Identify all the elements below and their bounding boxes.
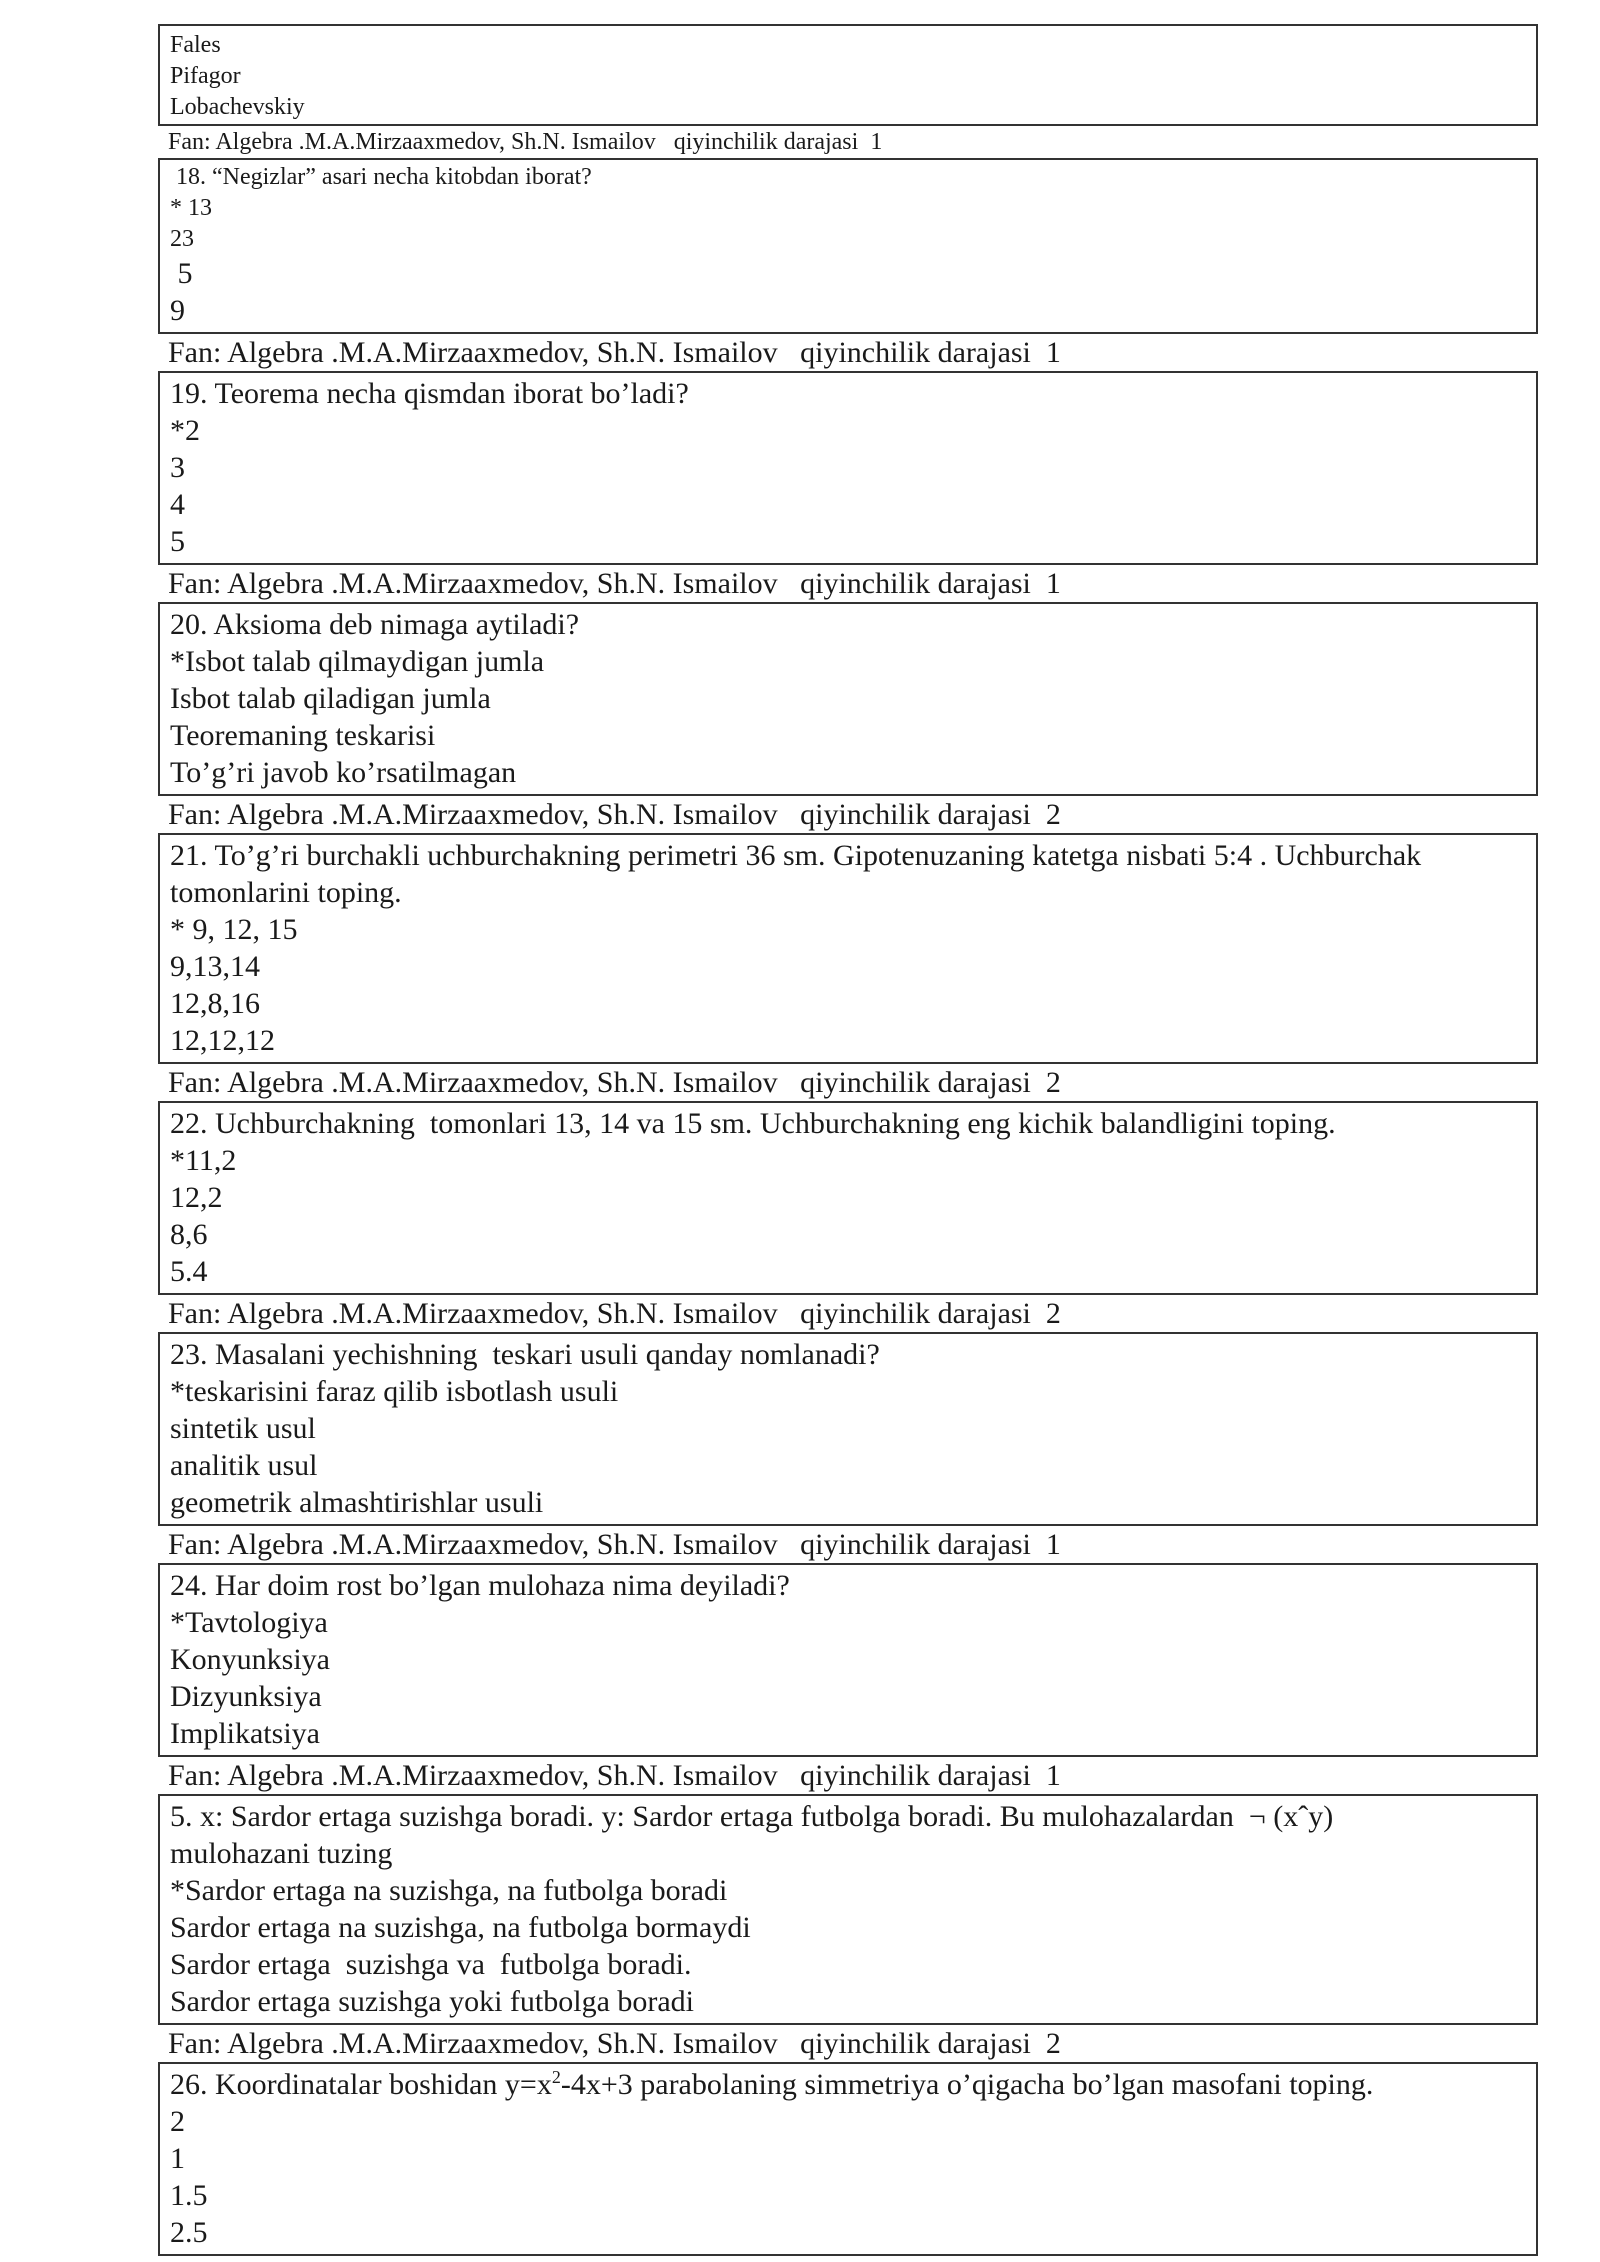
option: *Sardor ertaga na suzishga, na futbolga boradi [170, 1874, 728, 1907]
question-block-26 [158, 2062, 1538, 2256]
subject-line: Fan: Algebra .M.A.Mirzaaxmedov, Sh.N. Ismailov qiyinchilik darajasi 2 [168, 1066, 1061, 1099]
question-text [170, 2066, 1526, 2103]
option: 9,13,14 [170, 950, 260, 983]
option: 2.5 [170, 2216, 208, 2249]
option: *Isbot talab qilmaydigan jumla [170, 645, 545, 678]
question-block-21 [158, 833, 1538, 1101]
subject-line: Fan: Algebra .M.A.Mirzaaxmedov, Sh.N. Ismailov qiyinchilik darajasi 1 [168, 1759, 1061, 1792]
option: Sardor ertaga suzishga yoki futbolga boradi [170, 1985, 695, 2018]
option: Fales [170, 32, 221, 58]
option: *teskarisini faraz qilib isbotlash usuli [170, 1375, 619, 1408]
subject-line: Fan: Algebra .M.A.Mirzaaxmedov, Sh.N. Ismailov qiyinchilik darajasi 2 [168, 1297, 1061, 1330]
option: * 13 [170, 195, 212, 221]
subject-line: Fan: Algebra .M.A.Mirzaaxmedov, Sh.N. Ismailov qiyinchilik darajasi 1 [168, 336, 1061, 369]
question-box [158, 24, 1538, 126]
question-block-25 [158, 1794, 1538, 2062]
option: Konyunksiya [170, 1643, 330, 1676]
question-prefix: 26. Koordinatalar boshidan y=x [170, 2068, 552, 2101]
question-block-20 [158, 602, 1538, 833]
question-suffix: -4x+3 parabolaning simmetriya o’qigacha bo’lgan masofani toping. [560, 2068, 1374, 2101]
option: 1.5 [170, 2179, 208, 2212]
option: 5 [170, 525, 185, 558]
question-block-18 [158, 158, 1538, 371]
option: Dizyunksiya [170, 1680, 322, 1713]
question-block-0 [158, 24, 1538, 158]
subject-line: Fan: Algebra .M.A.Mirzaaxmedov, Sh.N. Ismailov qiyinchilik darajasi 1 [168, 1528, 1061, 1561]
question-text: 21. To’g’ri burchakli uchburchakning perimetri 36 sm. Gipotenuzaning katetga nisbati 5:4 . Uchburchak [170, 839, 1422, 872]
option: To’g’ri javob ko’rsatilmagan [170, 756, 517, 789]
question-box [158, 1794, 1538, 2025]
question-text: 19. Teorema necha qismdan iborat bo’ladi? [170, 377, 689, 410]
question-box [158, 158, 1538, 334]
option: Pifagor [170, 63, 241, 89]
question-block-22 [158, 1101, 1538, 1332]
option: 9 [170, 294, 185, 327]
option: 23 [170, 226, 194, 252]
question-text: 5. x: Sardor ertaga suzishga boradi. y: Sardor ertaga futbolga boradi. Bu mulohazalardan ¬ (xˆy) [170, 1800, 1334, 1833]
question-text: 20. Aksioma deb nimaga aytiladi? [170, 608, 580, 641]
question-block-23 [158, 1332, 1538, 1563]
option: geometrik almashtirishlar usuli [170, 1486, 544, 1519]
subject-line: Fan: Algebra .M.A.Mirzaaxmedov, Sh.N. Ismailov qiyinchilik darajasi 1 [168, 129, 883, 155]
question-text: 24. Har doim rost bo’lgan mulohaza nima deyiladi? [170, 1569, 790, 1602]
question-box [158, 833, 1538, 1064]
question-box [158, 2062, 1538, 2256]
option: Sardor ertaga suzishga va futbolga boradi. [170, 1948, 692, 1981]
option: * 9, 12, 15 [170, 913, 298, 946]
question-box [158, 1332, 1538, 1526]
option: *Tavtologiya [170, 1606, 328, 1639]
option: Lobachevskiy [170, 94, 305, 120]
question-box [158, 1101, 1538, 1295]
option: analitik usul [170, 1449, 318, 1482]
question-block-19 [158, 371, 1538, 602]
subject-line: Fan: Algebra .M.A.Mirzaaxmedov, Sh.N. Ismailov qiyinchilik darajasi 2 [168, 798, 1061, 831]
question-block-24 [158, 1563, 1538, 1794]
option: 12,2 [170, 1181, 223, 1214]
option: *2 [170, 414, 200, 447]
question-box [158, 371, 1538, 565]
test-page [158, 24, 1538, 2256]
option: sintetik usul [170, 1412, 316, 1445]
option: 4 [170, 488, 185, 521]
option: Teoremaning teskarisi [170, 719, 436, 752]
option: Sardor ertaga na suzishga, na futbolga bormaydi [170, 1911, 751, 1944]
option: Implikatsiya [170, 1717, 320, 1750]
option: 12,8,16 [170, 987, 260, 1020]
question-text: 23. Masalani yechishning teskari usuli qanday nomlanadi? [170, 1338, 880, 1371]
question-box [158, 602, 1538, 796]
question-text: 18. “Negizlar” asari necha kitobdan iborat? [170, 164, 592, 190]
subject-line: Fan: Algebra .M.A.Mirzaaxmedov, Sh.N. Ismailov qiyinchilik darajasi 1 [168, 567, 1061, 600]
question-text: tomonlarini toping. [170, 876, 402, 909]
option: *11,2 [170, 1144, 237, 1177]
question-box [158, 1563, 1538, 1757]
exponent: 2 [551, 2067, 561, 2087]
option: 5.4 [170, 1255, 208, 1288]
subject-line: Fan: Algebra .M.A.Mirzaaxmedov, Sh.N. Ismailov qiyinchilik darajasi 2 [168, 2027, 1061, 2060]
option: 8,6 [170, 1218, 208, 1251]
question-text: mulohazani tuzing [170, 1837, 393, 1870]
option: 12,12,12 [170, 1024, 275, 1057]
option: 5 [170, 257, 193, 290]
question-text: 22. Uchburchakning tomonlari 13, 14 va 15 sm. Uchburchakning eng kichik balandligini toping. [170, 1107, 1336, 1140]
option: 1 [170, 2142, 185, 2175]
option: 2 [170, 2105, 185, 2138]
option: Isbot talab qiladigan jumla [170, 682, 491, 715]
option: 3 [170, 451, 185, 484]
